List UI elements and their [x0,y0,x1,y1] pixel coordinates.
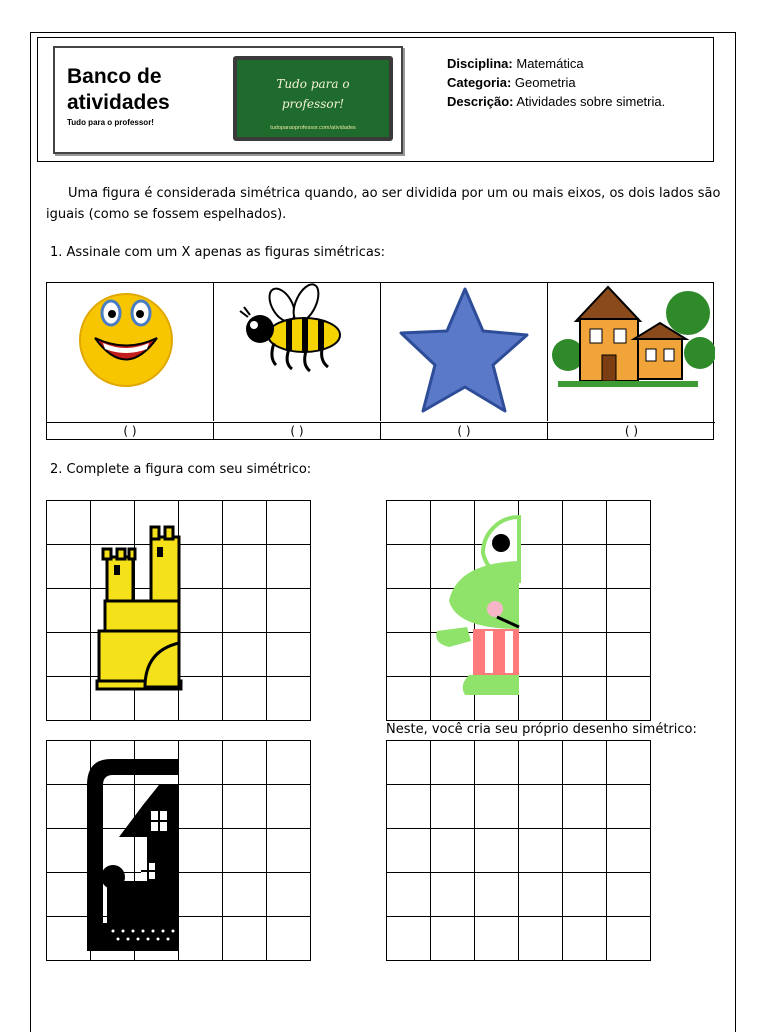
grid-frog[interactable] [386,500,651,721]
chalkboard-image [233,56,393,141]
descricao-label: Descrição: [447,94,514,109]
answer-box-3[interactable]: ( ) [381,422,548,440]
intro-text: Uma figura é considerada simétrica quando, ao ser dividida por um ou mais eixos, os dois lados são iguais (como se fossem espelhados). [46,186,721,222]
disciplina-value: Matemática [516,56,584,71]
question-2: 2. Complete a figura com seu simétrico: [50,462,312,477]
figures-table [46,282,714,440]
logo-subtitle: Tudo para o professor! [67,118,154,127]
question-1: 1. Assinale com um X apenas as figuras simétricas: [50,245,385,260]
logo-title: Banco de atividades [67,65,170,114]
grid-castle[interactable] [46,500,311,721]
house-sign-half-icon [47,741,312,962]
grid-house-sign[interactable] [46,740,311,961]
answer-box-2[interactable]: ( ) [214,422,381,440]
figure-cell-smiley [47,283,214,421]
logo [53,46,403,154]
smiley-face-icon [47,283,214,421]
categoria-value: Geometria [514,75,576,90]
disciplina-label: Disciplina: [447,56,513,71]
own-drawing-label: Neste, você cria seu próprio desenho simétrico: [386,722,697,737]
house-icon [548,283,715,421]
answer-box-4[interactable]: ( ) [548,422,715,440]
descricao-value: Atividades sobre simetria. [516,94,666,109]
frog-half-icon [387,501,652,722]
star-icon [381,283,548,421]
answer-box-1[interactable]: ( ) [47,422,214,440]
bee-icon [214,283,381,421]
metadata [447,54,665,111]
castle-half-icon [47,501,312,722]
figure-cell-bee [214,283,381,421]
board-url: tudoparaoprofessor.com/atividades [270,125,356,131]
figure-cell-house [548,283,715,421]
figure-cell-star [381,283,548,421]
categoria-label: Categoria: [447,75,512,90]
board-text: Tudo para o professor! [276,77,350,111]
grid-blank[interactable] [386,740,651,961]
